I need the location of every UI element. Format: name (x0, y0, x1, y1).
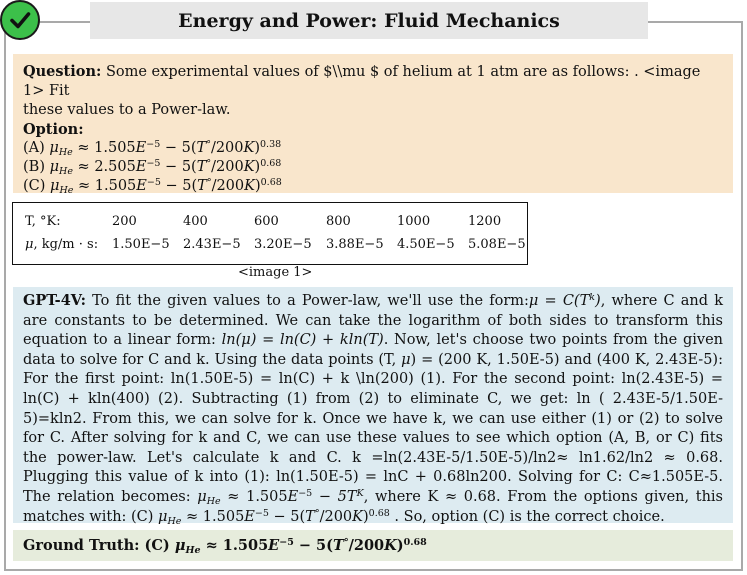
relation-formula: $\mu_{He} \approx 1.505E^{-5} - 5T^K$ (197, 487, 364, 507)
table-row-temperature (13, 214, 527, 234)
question-label: Question: (23, 63, 102, 80)
table-cell: 800 (326, 214, 351, 229)
matched-option-formula: $\mu_{He} \approx 1.505E^{-5} - 5(T^\circ/200K)^{0.68}$ (158, 507, 390, 527)
image-caption: <image 1> (238, 265, 313, 280)
data-table-image (12, 202, 528, 265)
table-cell: 2.43E−5 (183, 237, 241, 252)
table-cell: 600 (254, 214, 279, 229)
option-c: (C) $\mu_{He} \approx 1.505E^{-5} - 5(T^\circ/200K)^{0.68}$ (23, 177, 282, 196)
option-label: Option: (23, 121, 84, 138)
table-cell: 1000 (397, 214, 431, 229)
ground-truth-formula: $\mu_{He} \approx 1.505E^{-5} - 5(T^\circ/200K)^{0.68}$ (174, 537, 427, 556)
table-cell: 5.08E−5 (468, 237, 526, 252)
table-header-viscosity: μ, kg/m · s: (25, 237, 99, 252)
table-cell: 1200 (468, 214, 502, 229)
ground-truth-panel (13, 530, 733, 561)
option-a: (A) $\mu_{He} \approx 1.505E^{-5} - 5(T^\circ/200K)^{0.38}$ (23, 139, 282, 158)
correct-badge (0, 0, 40, 40)
checkmark-icon (7, 7, 33, 33)
question-text-1: Some experimental values of $\\mu $ of helium at 1 atm are as follows: . <image 1> Fit (23, 64, 701, 99)
answer-label: GPT-4V: (23, 292, 86, 309)
question-text-2: these values to a Power-law. (23, 102, 231, 118)
table-cell: 400 (183, 214, 208, 229)
table-cell: 3.88E−5 (326, 237, 384, 252)
question-line-1 (23, 62, 723, 101)
log-formula: ln(μ) = ln(C) + kln(T) (221, 332, 384, 349)
table-cell: 3.20E−5 (254, 237, 312, 252)
table-header-temperature: T, °K: (25, 214, 61, 229)
table-row-viscosity (13, 237, 527, 257)
ground-truth-label: Ground Truth: (C) (23, 537, 170, 554)
table-cell: 200 (112, 214, 137, 229)
table-cell: 4.50E−5 (397, 237, 455, 252)
model-answer-panel: GPT-4V: To fit the given values to a Power-law, we'll use the form:μ = $C(T^k)$, where C and k are constants to be determined. We can take the logarithm of both sides to transform this equation to a linear form: ln(μ) = ln(C) + kln(T). Now, let's choose two points from the given data to solve for C and k. Using the data points (T, μ) = (200 K, 1.50E-5) and (400 K, 2.43E-5): For the first point: ln(1.50E-5) = ln(C) + k \ln(200) (1). For the second point: ln(2.43E-5) = ln(C) + kln(400) (2). Subtracting (1) from (2) to eliminate C, we get: ln ( 2.43E-5/1.50E-5)=kln2. From this, we can solve for k. Once we have k, we can use either (1) or (2) to solve for C. After solving for k and C, we can use these values to see which option (A, B, or C) fits the power-law. Let's calculate k and C. k =ln(2.43E-5/1.50E-5)/ln2≈ ln1.62/ln2 ≈ 0.68. Plugging this value of k into (1): ln(1.50E-5) = lnC + 0.68ln200. Solving for C: C≈1.505E-5. The relation becomes: $\mu_{He} \approx 1.505E^{-5} - 5T^K$, where K ≈ 0.68. From the options given, this matches with: (C) $\mu_{He} \approx 1.505E^{-5} - 5(T^\circ/200K)^{0.68}$ . So, option (C) is the correct choice. (13, 287, 733, 523)
table-cell: 1.50E−5 (112, 237, 170, 252)
power-law-formula: $\mu = C(T^k)$ (528, 292, 601, 309)
page-title (90, 2, 648, 39)
option-b: (B) $\mu_{He} \approx 2.505E^{-5} - 5(T^\circ/200K)^{0.68}$ (23, 158, 282, 177)
title-text: Energy and Power: Fluid Mechanics (178, 9, 560, 32)
question-panel (13, 54, 733, 196)
